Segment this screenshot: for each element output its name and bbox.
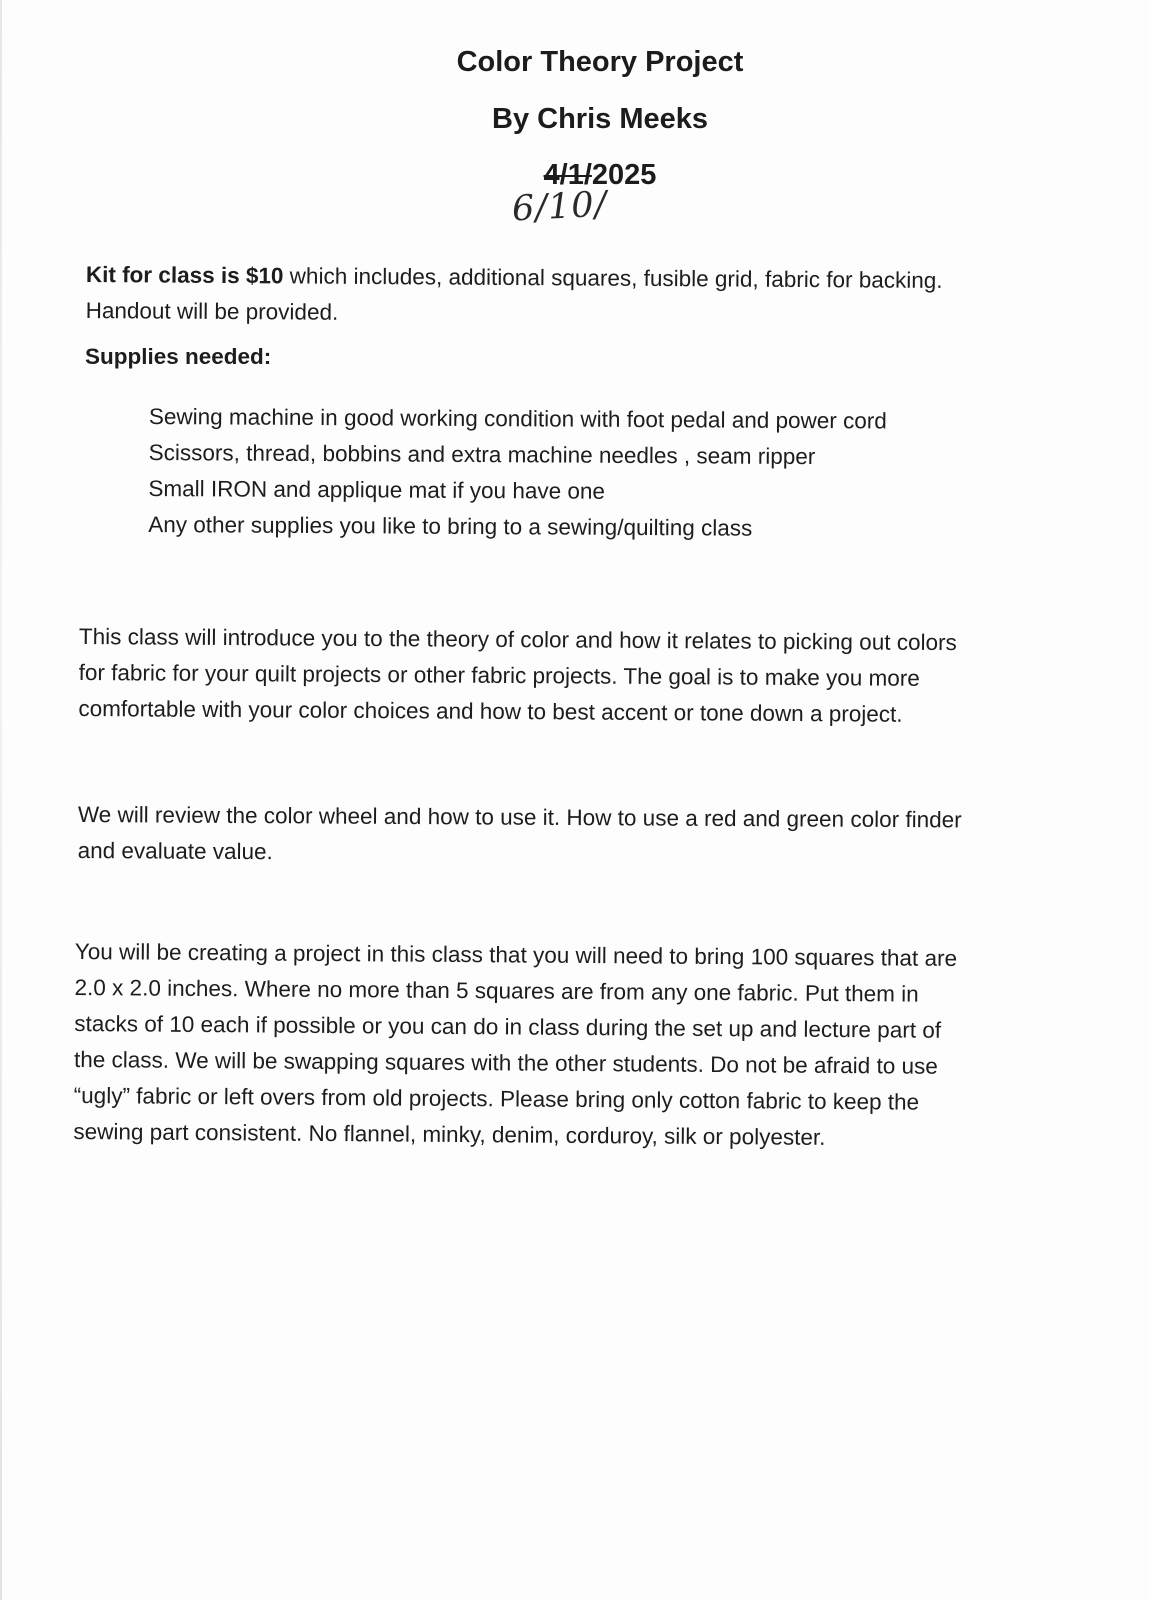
review-paragraph xyxy=(78,797,962,874)
project-line: You will be creating a project in this class that you will need to bring 100 squares that are xyxy=(74,938,958,971)
page-edge-shadow xyxy=(0,0,2,1600)
supplies-heading: Supplies needed: xyxy=(85,344,272,369)
intro-line: This class will introduce you to the theory of color and how it relates to picking out colors xyxy=(78,623,957,656)
struck-date: 4/1/ xyxy=(543,159,592,191)
intro-line: comfortable with your color choices and how to best accent or tone down a project. xyxy=(78,695,903,727)
supply-item: Small IRON and applique mat if you have one xyxy=(148,475,606,504)
project-line: “ugly” fabric or left overs from old projects. Please bring only cotton fabric to keep the xyxy=(73,1082,920,1115)
intro-line: for fabric for your quilt projects or other fabric projects. The goal is to make you more xyxy=(78,659,920,691)
kit-description: which includes, additional squares, fusible grid, fabric for backing. xyxy=(283,263,943,293)
project-paragraph xyxy=(73,934,957,1157)
kit-line-1 xyxy=(86,257,943,299)
supply-item: Scissors, thread, bobbins and extra machine needles , seam ripper xyxy=(148,439,816,470)
supply-item: Sewing machine in good working condition with foot pedal and power cord xyxy=(148,403,887,434)
review-line: We will review the color wheel and how to use it. How to use a red and green color finder xyxy=(77,801,962,833)
project-line: the class. We will be swapping squares with the other students. Do not be afraid to use xyxy=(73,1046,938,1079)
project-line: stacks of 10 each if possible or you can do in class during the set up and lecture part of xyxy=(74,1010,942,1043)
kit-line-2: Handout will be provided. xyxy=(85,297,339,325)
document-title: Color Theory Project xyxy=(456,46,744,78)
intro-paragraph xyxy=(78,619,957,733)
date-year: 2025 xyxy=(591,159,657,191)
project-line: 2.0 x 2.0 inches. Where no more than 5 squares are from any one fabric. Put them in xyxy=(74,974,919,1007)
handwritten-date: 6/10/ xyxy=(511,184,609,230)
document-author: By Chris Meeks xyxy=(492,103,708,135)
kit-price: Kit for class is $10 xyxy=(85,261,284,289)
supply-item: Any other supplies you like to bring to a sewing/quilting class xyxy=(148,511,753,541)
review-line: and evaluate value. xyxy=(77,837,273,865)
project-line: sewing part consistent. No flannel, minky, denim, corduroy, silk or polyester. xyxy=(73,1118,826,1150)
kit-paragraph xyxy=(85,257,942,335)
supplies-list xyxy=(148,399,887,548)
